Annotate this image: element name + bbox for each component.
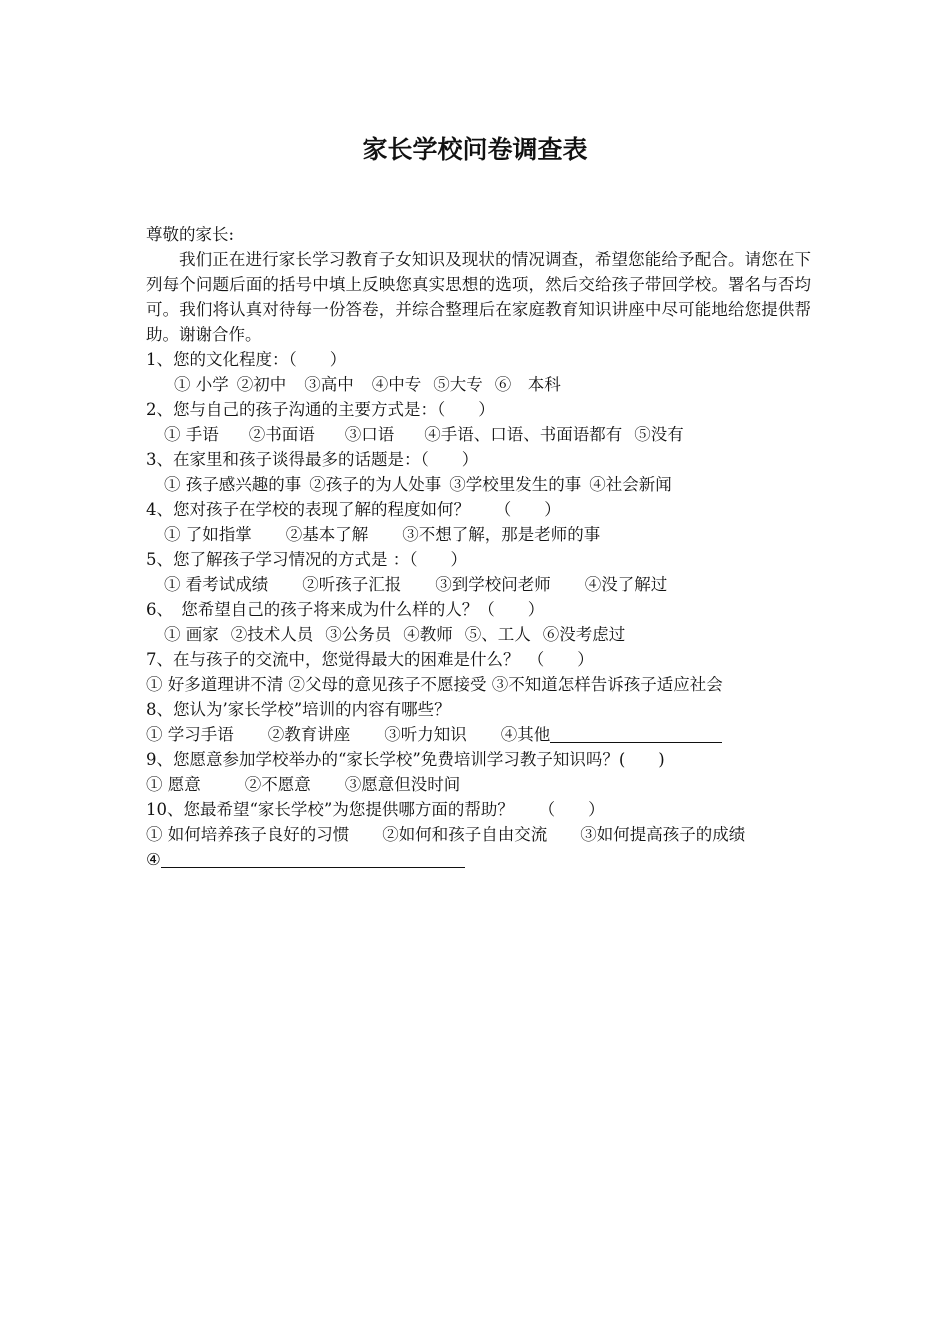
question-7: 7、在与孩子的交流中，您觉得最大的困难是什么？ （ ） — [146, 650, 594, 669]
option: ②听孩子汇报 — [302, 575, 402, 594]
option: ① 小学 — [174, 375, 229, 394]
question-3: 3、在家里和孩子谈得最多的话题是：（ ） — [146, 450, 479, 469]
document-body — [146, 222, 811, 872]
question-8-options — [146, 722, 811, 747]
question-2: 2、您与自己的孩子沟通的主要方式是：（ ） — [146, 400, 495, 419]
document-title: 家长学校问卷调查表 — [362, 135, 588, 164]
option: ① 孩子感兴趣的事 — [164, 475, 302, 494]
option: ⑤大专 — [433, 375, 483, 394]
blank-line — [161, 849, 465, 868]
option: ②书面语 — [248, 425, 315, 444]
option: ④其他 — [500, 725, 551, 744]
question-9-options — [146, 772, 811, 797]
option: ① 画家 — [164, 625, 219, 644]
option: ②技术人员 — [230, 625, 314, 644]
option: ④没了解过 — [584, 575, 668, 594]
option: ④中专 — [371, 375, 422, 394]
option: ②初中 — [236, 375, 287, 394]
question-4: 4、您对孩子在学校的表现了解的程度如何？ （ ） — [146, 500, 561, 519]
question-3-options — [146, 472, 811, 497]
question-1: 1、您的文化程度：（ ） — [146, 350, 347, 369]
question-10-options: ① 如何培养孩子良好的习惯 ②如何和孩子自由交流 ③如何提高孩子的成绩 — [146, 825, 746, 844]
option: ⑥没考虑过 — [542, 625, 626, 644]
question-10-other — [146, 847, 811, 872]
option: ③愿意但没时间 — [344, 775, 461, 794]
option: ⑥ 本科 — [494, 375, 561, 394]
option: ④社会新闻 — [589, 475, 672, 494]
intro-paragraph: 我们正在进行家长学习教育子女知识及现状的情况调查，希望您能给予配合。请您在下列每个问题后面的括号中填上反映您真实思想的选项，然后交给孩子带回学校。署名与否均可。我们将认真对待每一份答卷，并综合整理后在家庭教育知识讲座中尽可能地给您提供帮助。谢谢合作。 — [146, 250, 811, 344]
option: ① 了如指掌 — [164, 525, 252, 544]
option: ②基本了解 — [285, 525, 369, 544]
option: ④教师 — [403, 625, 453, 644]
option: ① 看考试成绩 — [164, 575, 269, 594]
question-1-options — [146, 372, 811, 397]
option: ① 愿意 — [146, 775, 201, 794]
option: ③高中 — [304, 375, 354, 394]
greeting: 尊敬的家长: — [146, 225, 235, 244]
question-10: 10、您最希望“家长学校”为您提供哪方面的帮助？ （ ） — [146, 800, 605, 819]
option: ⑤、工人 — [464, 625, 531, 644]
option: ③不想了解，那是老师的事 — [402, 525, 601, 544]
option: ③到学校问老师 — [435, 575, 551, 594]
option: ① 学习手语 — [146, 725, 234, 744]
question-8: 8、您认为’家长学校”培训的内容有哪些？ — [146, 700, 451, 719]
option: ④手语、口语、书面语都有 — [424, 425, 623, 444]
question-4-options — [146, 522, 811, 547]
option: ②孩子的为人处事 — [309, 475, 442, 494]
question-2-options — [146, 422, 811, 447]
option: ③口语 — [344, 425, 395, 444]
question-6: 6、 您希望自己的孩子将来成为什么样的人？（ ） — [146, 600, 545, 619]
blank-line — [550, 724, 722, 743]
question-9: 9、您愿意参加学校举办的“家长学校”免费培训学习教子知识吗？( ) — [146, 750, 665, 769]
question-5: 5、您了解孩子学习情况的方式是 ：（ ） — [146, 550, 467, 569]
option: ②教育讲座 — [267, 725, 351, 744]
option: ③公务员 — [325, 625, 392, 644]
option: ③听力知识 — [384, 725, 467, 744]
option: ⑤没有 — [634, 425, 684, 444]
option: ②不愿意 — [244, 775, 311, 794]
option: ① 手语 — [164, 425, 219, 444]
question-7-options: ① 好多道理讲不清 ②父母的意见孩子不愿接受 ③不知道怎样告诉孩子适应社会 — [146, 675, 723, 694]
option: ③学校里发生的事 — [449, 475, 582, 494]
question-5-options — [146, 572, 811, 597]
question-6-options — [146, 622, 811, 647]
option: ④ — [146, 850, 161, 869]
